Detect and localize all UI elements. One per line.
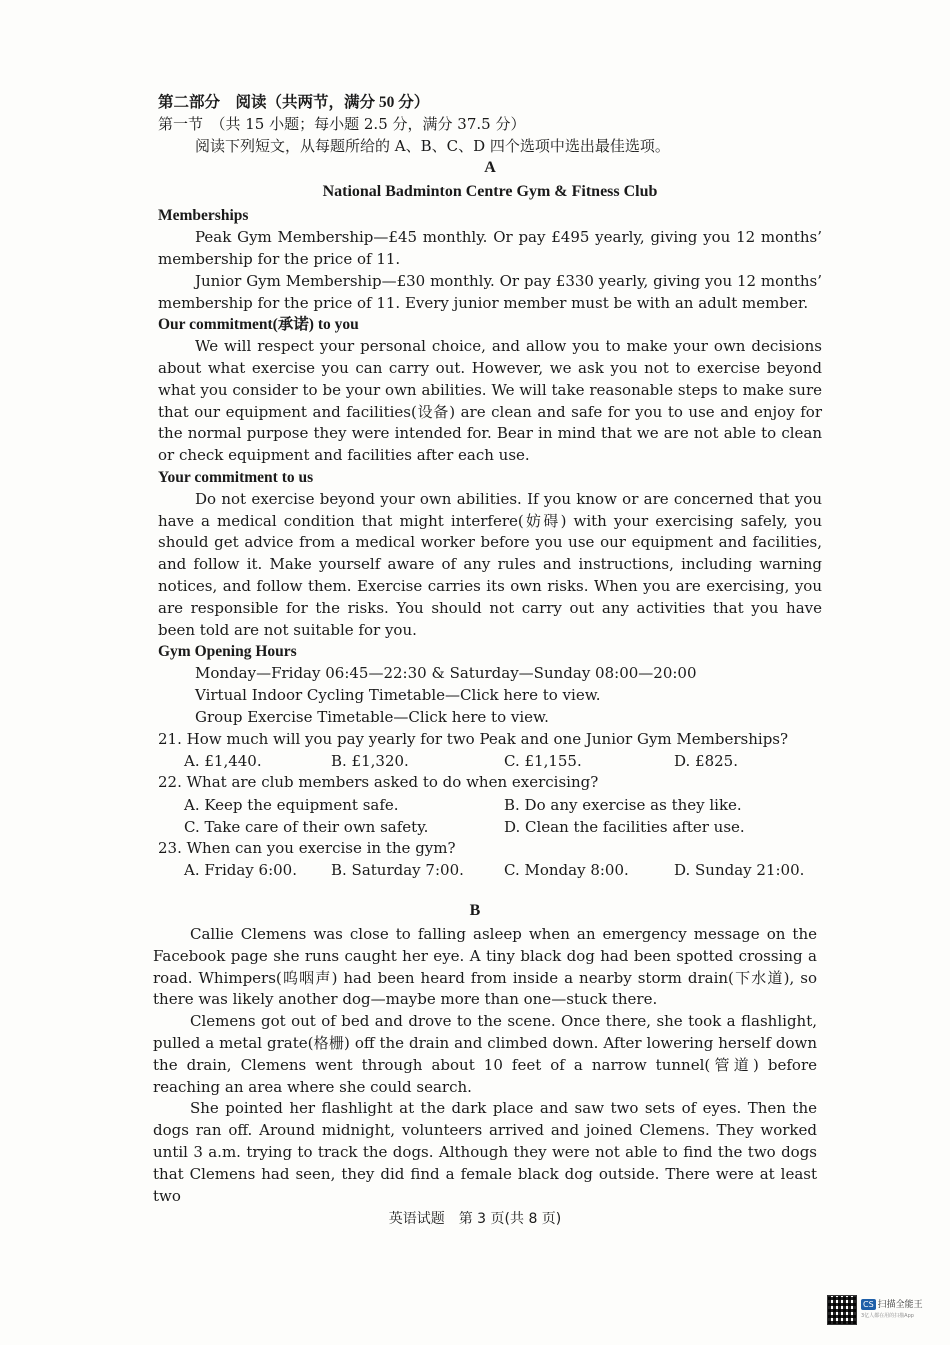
- opening-hours: Monday—Friday 06:45—22:30 & Saturday—Sunday 08:00—20:00: [195, 664, 697, 683]
- option-c: C. Take care of their own safety.: [184, 817, 429, 836]
- passage-a-title: National Badminton Centre Gym & Fitness Club: [322, 183, 658, 201]
- option-d: D. Sunday 21:00.: [674, 861, 805, 880]
- option-d: D. £825.: [674, 752, 738, 771]
- scanner-brand: [861, 1299, 923, 1322]
- option-a: A. Friday 6:00.: [184, 861, 297, 880]
- passage-a-letter: A: [484, 159, 496, 177]
- cs-logo-icon: CS: [863, 1299, 874, 1309]
- peak-membership: Peak Gym Membership—£45 monthly. Or pay £495 yearly, giving you 12 months’ membership for the price of 11.: [158, 228, 822, 268]
- question-22: 22. What are club members asked to do when exercising?: [158, 773, 599, 792]
- option-b: B. Do any exercise as they like.: [504, 795, 742, 814]
- scanner-watermark: [827, 1292, 931, 1328]
- group-timetable: Group Exercise Timetable—Click here to view.: [195, 707, 549, 726]
- option-c: C. Monday 8:00.: [504, 861, 629, 880]
- instruction: 阅读下列短文，从每题所给的 A、B、C、D 四个选项中选出最佳选项。: [195, 136, 670, 155]
- qr-code-icon: [827, 1295, 857, 1325]
- passage-b-paragraph-3: She pointed her flashlight at the dark place and saw two sets of eyes. Then the dogs ran off. Around midnight, volunteers arrived and joined Clemens. They worked until 3 a.m. trying to track the dogs. Although they were not able to find the two dogs that Clemens had seen, they did find a female black dog outside. There were at least two: [153, 1099, 817, 1205]
- hours-heading: Gym Opening Hours: [158, 643, 297, 661]
- question-21-options: [158, 750, 822, 772]
- cycling-timetable: Virtual Indoor Cycling Timetable—Click here to view.: [195, 685, 601, 704]
- brand-sub: 3亿人都在用的扫描App: [861, 1312, 914, 1319]
- passage-b: [153, 924, 817, 1207]
- part-heading: 第二部分 阅读（共两节，满分 50 分）: [158, 94, 430, 111]
- passage-b-paragraph-1: Callie Clemens was close to falling asleep when an emergency message on the Facebook page she runs caught her eye. A tiny black dog had been spotted crossing a road. Whimpers(呜咽声) had been heard from inside a nearby storm drain(下水道), so there was likely another dog—maybe more than one—stuck there.: [153, 925, 817, 1009]
- option-a: A. £1,440.: [184, 752, 262, 771]
- your-commitment-heading: Your commitment to us: [158, 468, 314, 486]
- our-commitment-heading: Our commitment(承诺) to you: [158, 316, 359, 334]
- memberships-heading: Memberships: [158, 207, 249, 225]
- option-d: D. Clean the facilities after use.: [504, 817, 745, 836]
- page-footer: 英语试题 第 3 页(共 8 页): [388, 1211, 562, 1227]
- page-body: [158, 92, 822, 881]
- junior-membership: Junior Gym Membership—£30 monthly. Or pay £330 yearly, giving you 12 months’ membership for the price of 11. Every junior member must be with an adult member.: [158, 271, 822, 312]
- question-23-options: [158, 859, 822, 881]
- option-b: B. Saturday 7:00.: [331, 861, 464, 880]
- option-b: B. £1,320.: [331, 752, 409, 771]
- question-22-options-ab: [158, 794, 822, 816]
- question-22-options-cd: [158, 816, 822, 838]
- your-commitment-text: Do not exercise beyond your own abilities. If you know or are concerned that you have a medical condition that might interfere(妨碍) with your exercising safely, you should get advice from a medical worker before you use our equipment and facilities, and follow it. Make yourself aware of any rules and instructions, including warning notices, and follow them. Exercise carries its own risks. When you are exercising, you are responsible for the risks. You should not carry out any activities that you have been told are not suitable for you.: [158, 489, 822, 639]
- option-a: A. Keep the equipment safe.: [184, 795, 399, 814]
- brand-name: 扫描全能王: [877, 1299, 923, 1310]
- option-c: C. £1,155.: [504, 752, 582, 771]
- question-23: 23. When can you exercise in the gym?: [158, 838, 456, 857]
- passage-b-letter: B: [469, 902, 481, 919]
- section-heading: 第一节 （共 15 小题；每小题 2.5 分，满分 37.5 分）: [158, 114, 526, 133]
- question-21: 21. How much will you pay yearly for two Peak and one Junior Gym Memberships?: [158, 729, 789, 748]
- our-commitment-text: We will respect your personal choice, and allow you to make your own decisions about what exercise you can carry out. However, we ask you not to exercise beyond what you consider to be your own abilities. We will take reasonable steps to make sure that our equipment and facilities(设备) are clean and safe for you to use and enjoy for the normal purpose they were intended for. Bear in mind that we are not able to clean or check equipment and facilities after each use.: [158, 337, 822, 465]
- passage-b-paragraph-2: Clemens got out of bed and drove to the scene. Once there, she took a flashlight, pulled a metal grate(格栅) off the drain and climbed down. After lowering herself down the drain, Clemens went through about 10 feet of a narrow tunnel(管道) before reaching an area where she could search.: [153, 1012, 817, 1096]
